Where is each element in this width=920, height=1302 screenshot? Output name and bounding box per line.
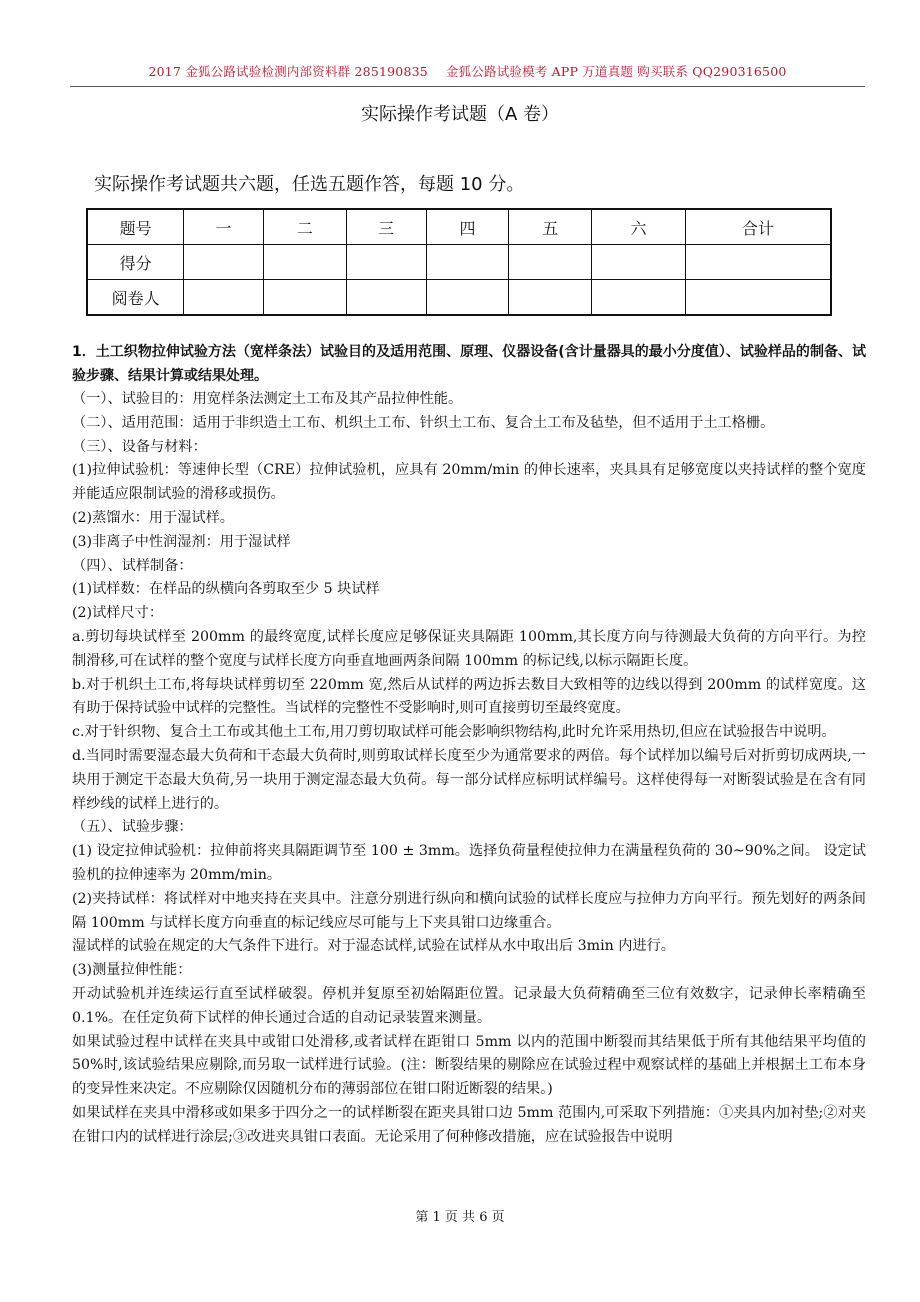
page-number: 第 1 页 共 6 页	[415, 1210, 505, 1225]
score-row-label: 阅卷人	[87, 280, 184, 316]
paragraph: (2)试样尺寸：	[72, 605, 164, 622]
score-input-cell[interactable]	[346, 245, 426, 280]
paragraph: 如果试验过程中试样在夹具中或钳口处滑移,或者试样在距钳口 5mm 以内的范围中断裂而其结果低于所有其他结果平均值的 50%时,该试验结果应剔除,而另取一试样进行试验。(注：断裂结果的剔除应在试验过程中观察试样的基础上并根据土工布本身的变异性来决定。不应剔除仅因随机分布的薄弱部位在钳口附近断裂的结果。)	[72, 1033, 866, 1098]
paragraph: （四）、试样制备：	[72, 557, 193, 574]
paragraph: （二）、适用范围：适用于非织造土工布、机织土工布、针织土工布、复合土工布及毡垫，但不适用于土工格栅。	[72, 414, 775, 431]
paragraph: （五）、试验步骤：	[72, 819, 193, 836]
question-heading: 1．土工织物拉伸试验方法（宽样条法）试验目的及适用范围、原理、仪器设备(含计量器具的最小分度值）、试验样品的制备、试验步骤、结果计算或结果处理。	[72, 344, 866, 384]
score-table-row-score	[87, 245, 831, 280]
score-input-cell[interactable]	[509, 245, 592, 280]
score-header-cell: 五	[509, 209, 592, 245]
page-title: 实际操作考试题（A 卷）	[360, 104, 560, 125]
score-row-label: 得分	[87, 245, 184, 280]
paragraph: 如果试样在夹具中滑移或如果多于四分之一的试样断裂在距夹具钳口边 5mm 范围内,可采取下列措施：①夹具内加衬垫;②对夹在钳口内的试样进行涂层;③改进夹具钳口表面。无论采用了何种修改措施，应在试验报告中说明	[72, 1104, 866, 1145]
score-input-cell[interactable]	[264, 245, 347, 280]
score-table-header-row	[87, 209, 831, 245]
paragraph: (3)非离子中性润湿剂：用于湿试样	[72, 533, 291, 550]
score-header-cell: 二	[264, 209, 347, 245]
paragraph: 湿试样的试验在规定的大气条件下进行。对于湿态试样,试验在试样从水中取出后 3min 内进行。	[72, 938, 675, 955]
score-table	[86, 208, 832, 316]
paragraph: （三）、设备与材料：	[72, 438, 207, 455]
grader-input-cell[interactable]	[685, 280, 831, 316]
paragraph: 开动试验机并连续运行直至试样破裂。停机并复原至初始隔距位置。记录最大负荷精确至三位有效数字，记录伸长率精确至 0.1%。在任定负荷下试样的伸长通过合适的自动记录装置来测量。	[72, 985, 866, 1026]
header-right-text: 金狐公路试验模考 APP 万道真题 购买联系 QQ290316500	[445, 64, 787, 79]
score-input-cell[interactable]	[685, 245, 831, 280]
paragraph: c.对于针织物、复合土工布或其他土工布,用刀剪切取试样可能会影响织物结构,此时允许采用热切,但应在试验报告中说明。	[72, 724, 836, 741]
paragraph: (1)拉伸试验机：等速伸长型（CRE）拉伸试验机，应具有 20mm/min 的伸长速率，夹具具有足够宽度以夹持试样的整个宽度并能适应限制试验的滑移或损伤。	[72, 462, 866, 503]
paragraph: d.当同时需要湿态最大负荷和干态最大负荷时,则剪取试样长度至少为通常要求的两倍。每个试样加以编号后对折剪切成两块,一块用于测定干态最大负荷,另一块用于测定湿态最大负荷。每一部分试样应标明试样编号。这样使得每一对断裂试验是在含有同样纱线的试样上进行的。	[72, 747, 866, 812]
question-body	[72, 340, 866, 1150]
score-header-cell: 四	[426, 209, 509, 245]
grader-input-cell[interactable]	[264, 280, 347, 316]
exam-instructions: 实际操作考试题共六题，任选五题作答，每题 10 分。	[94, 174, 525, 195]
score-table-row-grader	[87, 280, 831, 316]
paragraph: (2)夹持试样：将试样对中地夹持在夹具中。注意分别进行纵向和横向试验的试样长度应与拉伸力方向平行。预先划好的两条间隔 100mm 与试样长度方向垂直的标记线应尽可能与上下夹具钳口边缘重合。	[72, 890, 866, 931]
grader-input-cell[interactable]	[592, 280, 686, 316]
score-header-cell: 题号	[87, 209, 184, 245]
paragraph: (1) 设定拉伸试验机：拉伸前将夹具隔距调节至 100 ± 3mm。选择负荷量程使拉伸力在满量程负荷的 30~90%之间。 设定试验机的拉伸速率为 20mm/min。	[72, 843, 866, 883]
score-header-cell: 六	[592, 209, 686, 245]
paragraph: (2)蒸馏水：用于湿试样。	[72, 509, 234, 526]
score-header-cell: 合计	[685, 209, 831, 245]
paragraph: a.剪切每块试样至 200mm 的最终宽度,试样长度应足够保证夹具隔距 100mm,其长度方向与待测最大负荷的方向平行。为控制滑移,可在试样的整个宽度与试样长度方向垂直地画两条间隔 100mm 的标记线,以标示隔距长度。	[72, 628, 866, 669]
paragraph: b.对于机织土工布,将每块试样剪切至 220mm 宽,然后从试样的两边拆去数目大致相等的边线以得到 200mm 的试样宽度。这有助于保持试验中试样的完整性。当试样的完整性不受影响时,则可直接剪切至最终宽度。	[72, 676, 866, 717]
page-header	[70, 62, 865, 87]
paragraph: (1)试样数：在样品的纵横向各剪取至少 5 块试样	[72, 581, 380, 598]
header-left-text: 2017 金狐公路试验检测内部资料群 285190835	[148, 64, 428, 79]
score-input-cell[interactable]	[592, 245, 686, 280]
score-input-cell[interactable]	[426, 245, 509, 280]
paragraph: （一）、试验目的：用宽样条法测定土工布及其产品拉伸性能。	[72, 391, 463, 407]
grader-input-cell[interactable]	[509, 280, 592, 316]
score-header-cell: 三	[346, 209, 426, 245]
grader-input-cell[interactable]	[426, 280, 509, 316]
grader-input-cell[interactable]	[184, 280, 264, 316]
paragraph: (3)测量拉伸性能：	[72, 962, 192, 979]
score-input-cell[interactable]	[184, 245, 264, 280]
score-header-cell: 一	[184, 209, 264, 245]
grader-input-cell[interactable]	[346, 280, 426, 316]
